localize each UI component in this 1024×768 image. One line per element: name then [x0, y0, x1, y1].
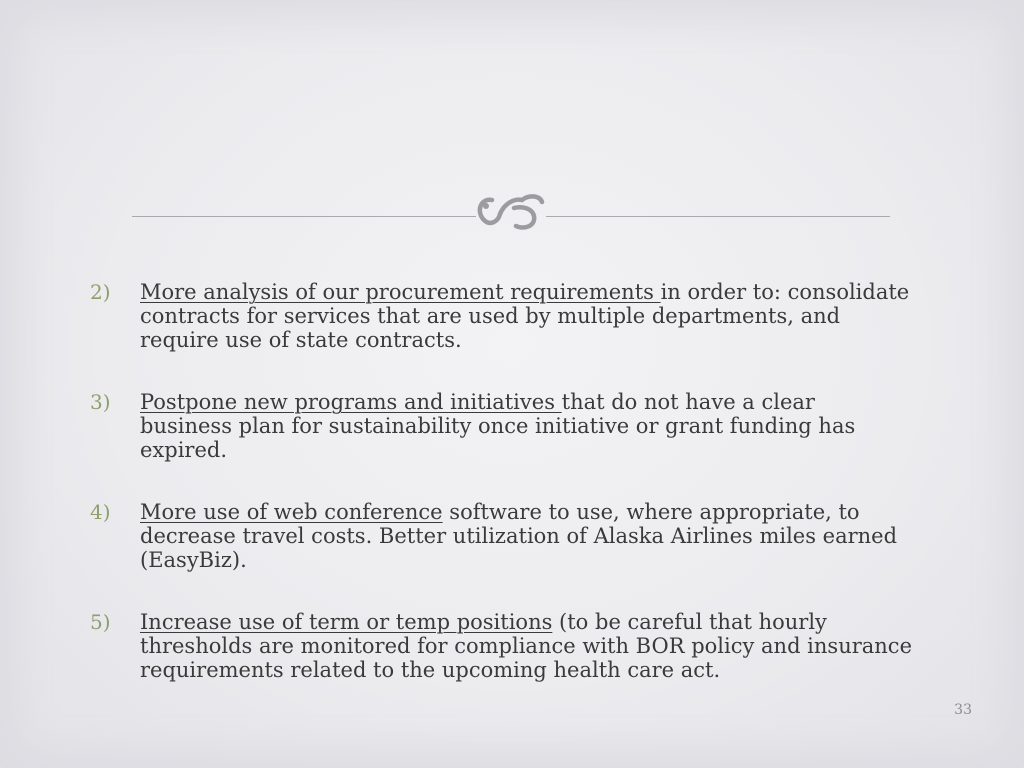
bullet-number: 4) [90, 500, 111, 524]
bullet-lead: Postpone new programs and initiatives [140, 390, 562, 414]
bullet-number: 2) [90, 280, 111, 304]
bullet-number: 3) [90, 390, 111, 414]
page-number: 33 [954, 702, 972, 718]
bullet-lead: More analysis of our procurement requirements [140, 280, 661, 304]
bullet-number: 5) [90, 610, 111, 634]
bullet-text: software to use, where appropriate, to decrease travel costs. Better utilization of Alaska Airlines miles earned (EasyBiz). [140, 500, 898, 572]
bullet-item [82, 610, 912, 682]
bullet-list [82, 280, 912, 720]
bullet-lead: Increase use of term or temp positions [140, 610, 553, 634]
bullet-item [82, 500, 912, 572]
divider-line-right [546, 216, 890, 217]
bullet-lead: More use of web conference [140, 500, 443, 524]
divider-line-left [132, 216, 476, 217]
bullet-text: that do not have a clear business plan for sustainability once initiative or grant funding has expired. [140, 390, 856, 462]
flourish-icon [470, 186, 554, 238]
bullet-text: (to be careful that hourly thresholds are monitored for compliance with BOR policy and insurance requirements related to the upcoming health care act. [140, 610, 912, 682]
bullet-item [82, 390, 912, 462]
bullet-text: in order to: consolidate contracts for services that are used by multiple departments, and require use of state contracts. [140, 280, 910, 352]
bullet-item [82, 280, 912, 352]
